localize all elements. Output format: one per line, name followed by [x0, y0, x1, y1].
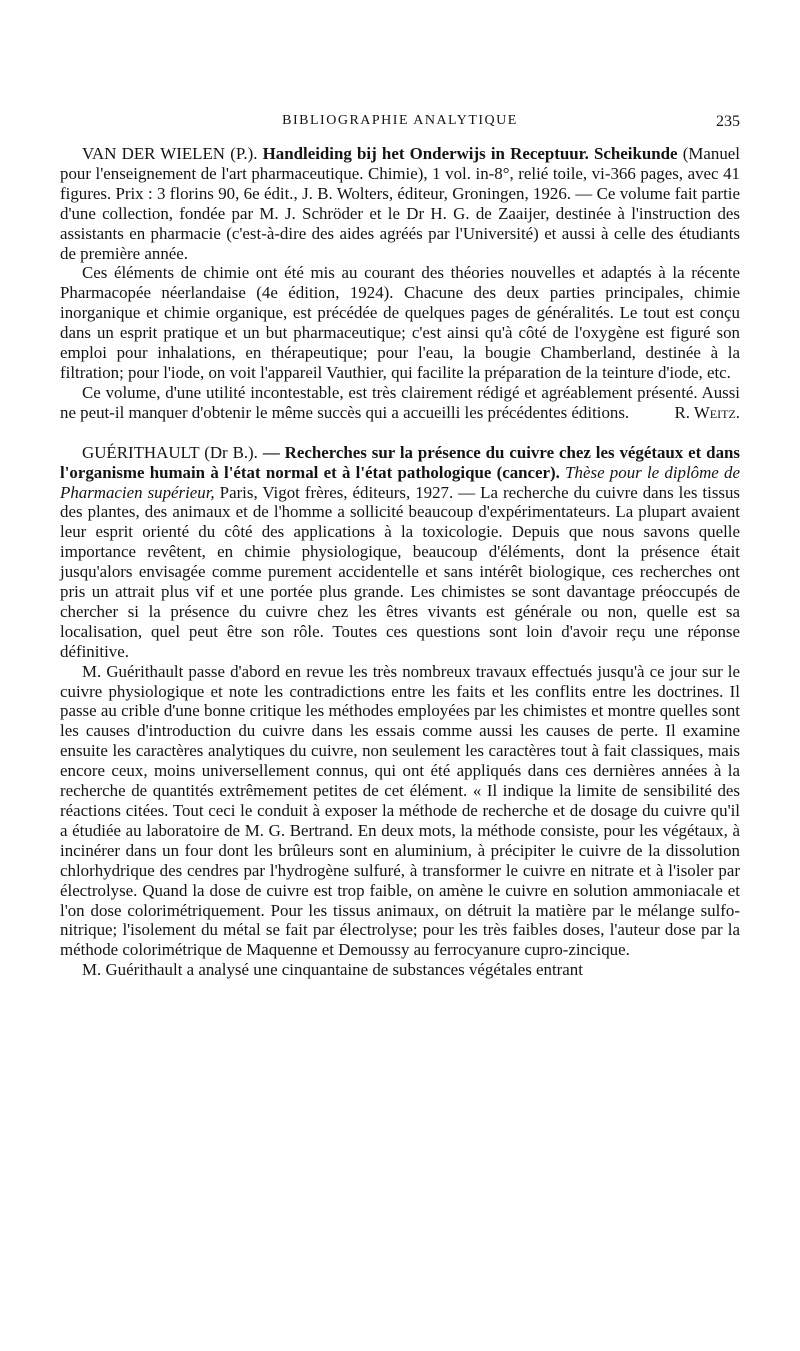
article-body: [60, 144, 740, 980]
review-1-text-3: Ce volume, d'une utilité incontestable, est très clairement rédigé et agréablement présenté. Aussi ne peut-il manquer d'obtenir le même succès qui a accueilli les précédentes éditions.: [60, 382, 740, 422]
review-2-paragraph-3: M. Guérithault a analysé une cinquantaine de substances végétales entrant: [82, 960, 583, 980]
review-1-paragraph-1: [60, 144, 740, 263]
review-2-text-1: Paris, Vigot frères, éditeurs, 1927. — La recherche du cuivre dans les tissus des plantes, des animaux et de l'homme a sollicité beaucoup d'expérimentateurs. La plupart avaient leur esprit orienté du côté des applications à la toxicologie. Depuis que nous savons quelle importance revêtent, en chimie physiologique, beaucoup d'éléments, dont la présence était jusqu'alors envisagée comme purement accidentelle et sans intérêt biologique, ces recherches ont pris un attrait plus vif et une portée plus grande. Les chimistes se sont davantage préoccupés de chercher si la présence du cuivre chez les êtres vivants est générale ou non, quelle est sa localisation, quel peut être son rôle. Toutes ces questions sont loin d'avoir reçu une réponse définitive.: [60, 482, 740, 661]
running-title: BIBLIOGRAPHIE ANALYTIQUE: [282, 113, 518, 128]
section-gap: [60, 423, 740, 443]
review-2-thesis: Thèse pour le diplôme de Pharmacien supérieur,: [60, 462, 740, 502]
page-number: 235: [716, 113, 740, 130]
review-1-text-1: (Manuel pour l'enseignement de l'art pharmaceutique. Chimie), 1 vol. in-8°, relié toile, vi-366 pages, avec 41 figures. Prix : 3 florins 90, 6e édit., J. B. Wolters, éditeur, Groningen, 1926. — Ce volume fait partie d'une collection, fondée par M. J. Schröder et le Dr H. G. de Zaaijer, destinée à l'instruction des assistants en pharmacie (c'est-à-dire des aides agréés par l'Université) et aussi à celle des étudiants de première année.: [60, 144, 740, 263]
review-1-signature: R. Weitz.: [674, 402, 740, 422]
review-1-author: VAN DER WIELEN (P.).: [82, 144, 258, 163]
review-1-paragraph-2: Ces éléments de chimie ont été mis au courant des théories nouvelles et adaptés à la récente Pharmacopée néerlandaise (4e édition, 1924). Chacune des deux parties principales, chimie inorganique et chimie organique, est précédée de quelques pages de généralités. Le tout est conçu dans un esprit pratique et un but pharmaceutique; c'est ainsi qu'à côté de l'oxygène est figuré son emploi pour inhalations, en thérapeutique; pour l'eau, la bougie Chamberland, destinée à la filtration; pour l'iode, on voit l'appareil Vauthier, qui facilite la préparation de la teinture d'iode, etc.: [60, 263, 740, 382]
review-2-title: — Recherches sur la présence du cuivre chez les végétaux et dans l'organisme humain à l'état normal et à l'état pathologique (cancer).: [60, 442, 740, 482]
review-2-paragraph-2: M. Guérithault passe d'abord en revue les très nombreux travaux effectués jusqu'à ce jour sur le cuivre physiologique et note les contradictions entre les faits et les conflits entre les doctrines. Il passe au crible d'une bonne critique les méthodes employées par les chimistes et montre quelles sont les causes d'introduction du cuivre dans les essais comme aussi les causes de perte. Il examine ensuite les caractères analytiques du cuivre, non seulement les caractères tout à fait classiques, mais encore ceux, moins universellement connus, qui ont été appliqués dans ces dernières années à la recherche de quantités extrêmement petites de cet élément. « Il indique la limite de sensibilité des réactions citées. Tout ceci le conduit à exposer la méthode de recherche et de dosage du cuivre qu'il a étudiée au laboratoire de M. G. Bertrand. En deux mots, la méthode consiste, pour les végétaux, à incinérer dans un four dont les brûleurs sont en aluminium, à précipiter le cuivre de la dissolution chlorhydrique des cendres par l'hydrogène sulfuré, à transformer le cuivre en nitrate et à l'isoler par électrolyse. Quand la dose de cuivre est trop faible, on amène le cuivre en solution ammoniacale et l'on dose colorimétriquement. Pour les tissus animaux, on détruit la matière par le mélange sulfo-nitrique; l'isolement du métal se fait par électrolyse; pour les très faibles doses, l'auteur dose par la méthode colorimétrique de Maquenne et Demoussy au ferrocyanure cupro-zincique.: [60, 661, 740, 960]
review-1-paragraph-3: [60, 383, 740, 423]
running-head: [60, 113, 740, 133]
review-2-author: GUÉRITHAULT (Dr B.).: [82, 442, 258, 462]
review-2-paragraph-1: [60, 443, 740, 662]
review-1-title: Handleiding bij het Onderwijs in Receptuur. Scheikunde: [262, 144, 678, 163]
